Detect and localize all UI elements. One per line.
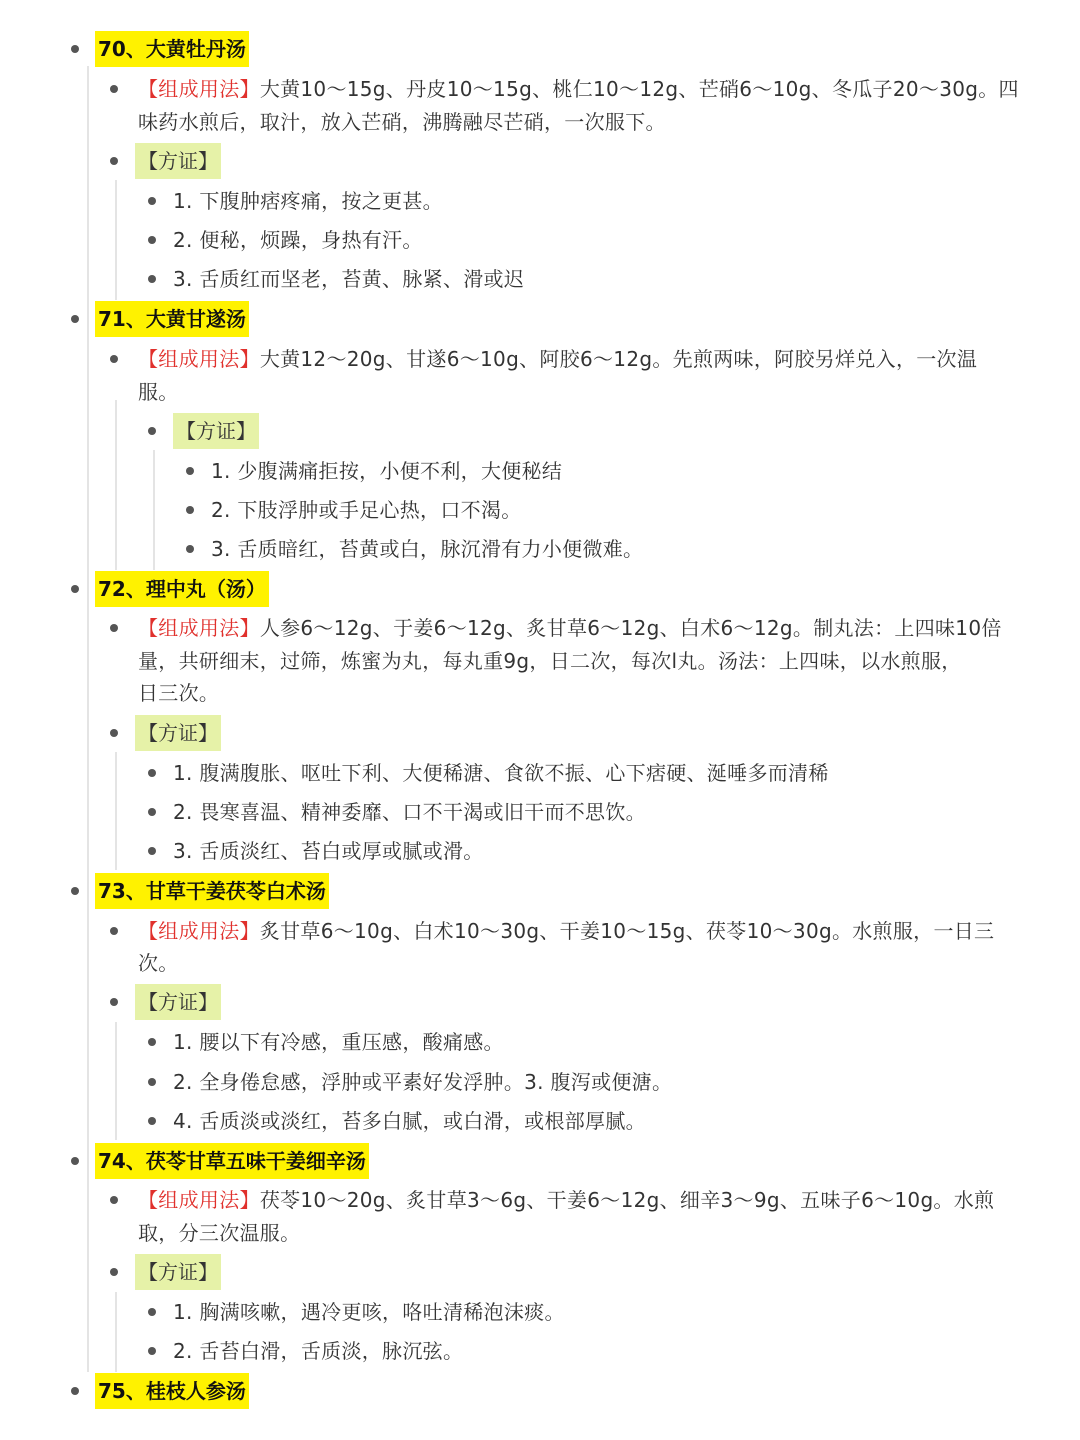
bullet-icon: [148, 197, 156, 205]
usage-line: [138, 73, 1019, 105]
bullet-icon: [148, 1347, 156, 1355]
guide-line: [115, 752, 117, 870]
indication-item: 2. 舌苔白滑，舌质淡，脉沉弦。: [173, 1339, 464, 1363]
formula-title: 74、茯苓甘草五味干姜细辛汤: [95, 1143, 369, 1179]
indication-item: 3. 舌质红而坚老，苔黄、脉紧、滑或迟: [173, 267, 525, 291]
composition-label: 【组成用法】: [138, 77, 260, 101]
guide-line: [153, 450, 155, 570]
formula-title: 75、桂枝人参汤: [95, 1373, 249, 1409]
usage-text: 人参6～12g、于姜6～12g、炙甘草6～12g、白术6～12g。制丸法：上四味10倍: [259, 616, 1002, 640]
usage-line: 次。: [138, 951, 179, 975]
guide-line: [87, 66, 89, 1372]
bullet-icon: [110, 1268, 118, 1276]
usage-text: 茯苓10～20g、炙甘草3～6g、干姜6～12g、细辛3～9g、五味子6～10g。水煎: [259, 1188, 995, 1212]
usage-line: 服。: [138, 380, 179, 404]
indication-label: 【方证】: [135, 715, 221, 751]
usage-line: 量，共研细末，过筛，炼蜜为丸，每丸重9g，日二次，每次l丸。汤法：上四味，以水煎服，: [138, 649, 962, 673]
indication-label: 【方证】: [135, 984, 221, 1020]
indication-item: 3. 舌质淡红、苔白或厚或腻或滑。: [173, 839, 484, 863]
bullet-icon: [148, 1038, 156, 1046]
bullet-icon: [148, 847, 156, 855]
bullet-icon: [71, 887, 79, 895]
usage-text: 炙甘草6～10g、白术10～30g、干姜10～15g、茯苓10～30g。水煎服，一日三: [259, 919, 995, 943]
bullet-icon: [71, 1157, 79, 1165]
bullet-icon: [186, 545, 194, 553]
indication-label: 【方证】: [135, 1254, 221, 1290]
indication-item: 2. 便秘，烦躁，身热有汗。: [173, 228, 423, 252]
indication-item: 1. 腹满腹胀、呕吐下利、大便稀溏、食欲不振、心下痞硬、涎唾多而清稀: [173, 761, 829, 785]
indication-label: 【方证】: [135, 143, 221, 179]
indication-item: 3. 舌质暗红，苔黄或白，脉沉滑有力小便微难。: [211, 537, 644, 561]
bullet-icon: [71, 315, 79, 323]
indication-item: 2. 畏寒喜温、精神委靡、口不干渴或旧干而不思饮。: [173, 800, 646, 824]
bullet-icon: [110, 729, 118, 737]
indication-item: 1. 胸满咳嗽，遇冷更咳，咯吐清稀泡沫痰。: [173, 1300, 565, 1324]
bullet-icon: [148, 236, 156, 244]
bullet-icon: [148, 427, 156, 435]
bullet-icon: [110, 927, 118, 935]
bullet-icon: [148, 769, 156, 777]
indication-label: 【方证】: [173, 413, 259, 449]
indication-item: 1. 下腹肿痞疼痛，按之更甚。: [173, 189, 443, 213]
bullet-icon: [110, 1196, 118, 1204]
composition-label: 【组成用法】: [138, 616, 260, 640]
bullet-icon: [110, 998, 118, 1006]
formula-title: 72、理中丸（汤）: [95, 571, 269, 607]
usage-line: [138, 1184, 994, 1216]
usage-line: [138, 915, 994, 947]
guide-line: [115, 400, 117, 570]
bullet-icon: [110, 85, 118, 93]
bullet-icon: [71, 585, 79, 593]
indication-item: 1. 腰以下有冷感，重压感，酸痛感。: [173, 1030, 504, 1054]
indication-item: 2. 下肢浮肿或手足心热，口不渴。: [211, 498, 522, 522]
indication-item: 1. 少腹满痛拒按，小便不利，大便秘结: [211, 459, 563, 483]
usage-line: 日三次。: [138, 681, 220, 705]
bullet-icon: [148, 275, 156, 283]
bullet-icon: [148, 1308, 156, 1316]
bullet-icon: [110, 355, 118, 363]
usage-line: [138, 343, 977, 375]
formula-title: 70、大黄牡丹汤: [95, 31, 249, 67]
usage-text: 大黄12～20g、甘遂6～10g、阿胶6～12g。先煎两味，阿胶另烊兑入，一次温: [259, 347, 978, 371]
bullet-icon: [148, 808, 156, 816]
bullet-icon: [148, 1078, 156, 1086]
formula-title: 73、甘草干姜茯苓白术汤: [95, 873, 329, 909]
guide-line: [115, 180, 117, 300]
bullet-icon: [186, 506, 194, 514]
bullet-icon: [148, 1117, 156, 1125]
guide-line: [115, 1022, 117, 1140]
usage-line: 味药水煎后，取汁，放入芒硝，沸腾融尽芒硝，一次服下。: [138, 110, 666, 134]
indication-item: 2. 全身倦怠感，浮肿或平素好发浮肿。3. 腹泻或便溏。: [173, 1070, 673, 1094]
formula-title: 71、大黄甘遂汤: [95, 301, 249, 337]
composition-label: 【组成用法】: [138, 347, 260, 371]
bullet-icon: [110, 157, 118, 165]
usage-text: 大黄10～15g、丹皮10～15g、桃仁10～12g、芒硝6～10g、冬瓜子20～30g。四: [259, 77, 1019, 101]
bullet-icon: [110, 624, 118, 632]
usage-line: [138, 612, 1002, 644]
composition-label: 【组成用法】: [138, 1188, 260, 1212]
bullet-icon: [71, 45, 79, 53]
usage-line: 取，分三次温服。: [138, 1221, 301, 1245]
bullet-icon: [186, 467, 194, 475]
indication-item: 4. 舌质淡或淡红，苔多白腻，或白滑，或根部厚腻。: [173, 1109, 646, 1133]
composition-label: 【组成用法】: [138, 919, 260, 943]
bullet-icon: [71, 1387, 79, 1395]
guide-line: [115, 1292, 117, 1372]
